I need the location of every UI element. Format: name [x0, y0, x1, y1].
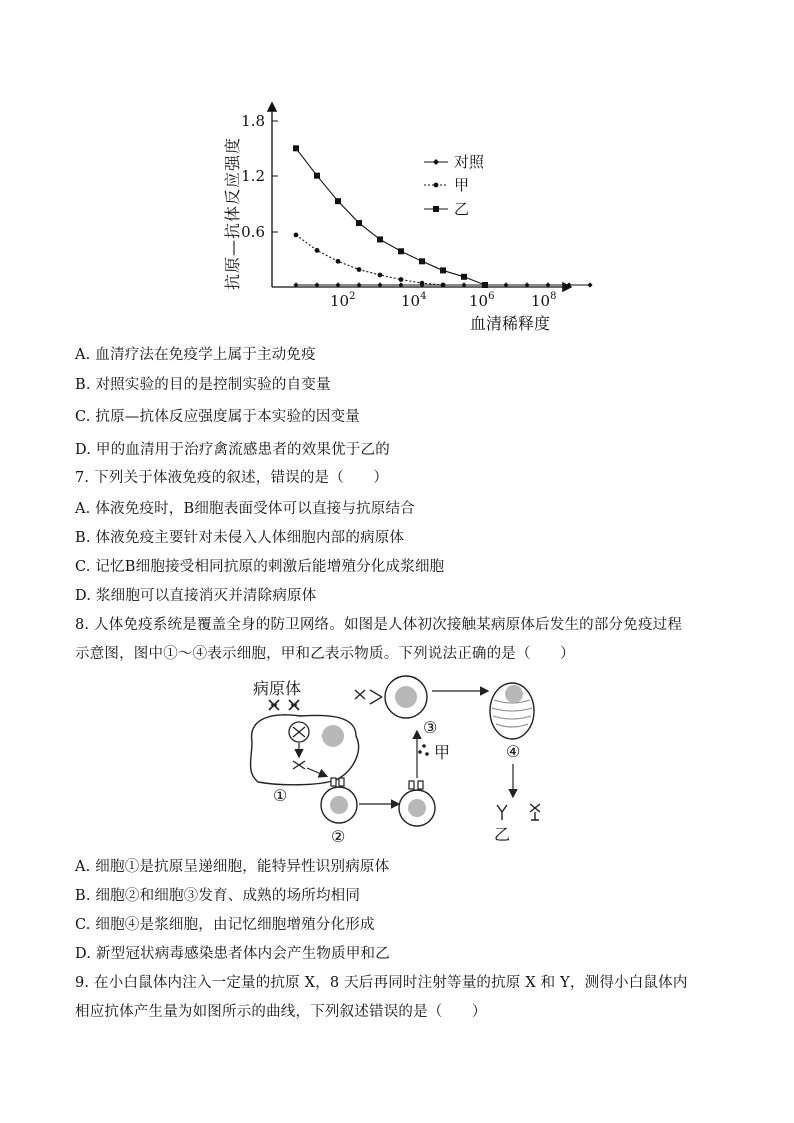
cell-3-label: ③: [423, 718, 438, 737]
q7-option-a: A. 体液免疫时，B细胞表面受体可以直接与抗原结合: [75, 501, 415, 517]
legend-label-yi: 乙: [454, 200, 470, 218]
q8-stem-line2: 示意图，图中①～④表示细胞，甲和乙表示物质。下列说法正确的是（ ）: [75, 646, 575, 662]
activated-b-cell-nucleus: [408, 799, 426, 817]
substance-yi-label: 乙: [494, 825, 511, 844]
legend-label-control: 对照: [454, 153, 485, 171]
y-tick-label: 1.8: [241, 112, 265, 130]
y-tick-label: 0.6: [241, 223, 265, 241]
x-tick-label: $10^4$: [401, 291, 427, 310]
q6-option-a: A. 血清疗法在免疫学上属于主动免疫: [75, 347, 316, 363]
x-axis-label: 血清稀释度: [470, 314, 551, 333]
q9-stem-line1: 9. 在小白鼠体内注入一定量的抗原 X，8 天后再同时注射等量的抗原 X 和 Y，测得小白鼠体内: [75, 975, 688, 991]
pathogen-icon: [269, 700, 299, 710]
cell-1-label: ①: [273, 786, 288, 805]
pathogen-label: 病原体: [253, 679, 302, 698]
antibody-antigen-complex-icon: [530, 804, 540, 820]
q6-option-d: D. 甲的血清用于治疗禽流感患者的效果优于乙的: [75, 442, 390, 458]
substance-jia-dots-icon: [418, 744, 429, 756]
q8-option-d: D. 新型冠状病毒感染患者体内会产生物质甲和乙: [75, 946, 390, 962]
cell-2-nucleus: [330, 796, 348, 814]
x-tick-label: $10^6$: [469, 291, 495, 310]
substance-jia-label: 甲: [434, 743, 451, 762]
y-axis-label: 抗原—抗体反应强度: [223, 136, 242, 290]
cell-4-label: ④: [506, 742, 521, 761]
cell-3-nucleus: [395, 686, 417, 708]
q7-option-c: C. 记忆B细胞接受相同抗原的刺激后能增殖分化成浆细胞: [75, 559, 445, 575]
antibody-icon: [497, 805, 507, 820]
legend-label-jia: 甲: [454, 176, 470, 194]
cell-1-nucleus: [322, 725, 344, 747]
q8-stem-line1: 8. 人体免疫系统是覆盖全身的防卫网络。如图是人体初次接触某病原体后发生的部分免疫过程: [75, 617, 683, 633]
q8-option-c: C. 细胞④是浆细胞，由记忆细胞增殖分化形成: [75, 917, 375, 933]
q7-option-d: D. 浆细胞可以直接消灭并清除病原体: [75, 588, 317, 604]
pathogen-receptor-binding-icon: [355, 690, 382, 704]
q7-option-b: B. 体液免疫主要针对未侵入人体细胞内部的病原体: [75, 530, 405, 546]
q9-stem-line2: 相应抗体产生量为如图所示的曲线，下列叙述错误的是（ ）: [75, 1004, 487, 1020]
x-tick-label: $10^8$: [531, 291, 557, 310]
q8-option-a: A. 细胞①是抗原呈递细胞，能特异性识别病原体: [75, 859, 390, 875]
x-tick-label: $10^2$: [330, 291, 356, 310]
receptor-complex-icon: [409, 781, 423, 789]
q8-option-b: B. 细胞②和细胞③发育、成熟的场所均相同: [75, 888, 361, 904]
y-tick-label: 1.2: [241, 167, 265, 185]
cell-2-label: ②: [331, 827, 346, 845]
cell-4-nucleus: [505, 685, 523, 703]
q6-option-c: C. 抗原—抗体反应强度属于本实验的因变量: [75, 409, 360, 425]
q6-option-b: B. 对照实验的目的是控制实验的自变量: [75, 377, 331, 393]
q7-stem: 7. 下列关于体液免疫的叙述，错误的是（ ）: [75, 470, 389, 486]
